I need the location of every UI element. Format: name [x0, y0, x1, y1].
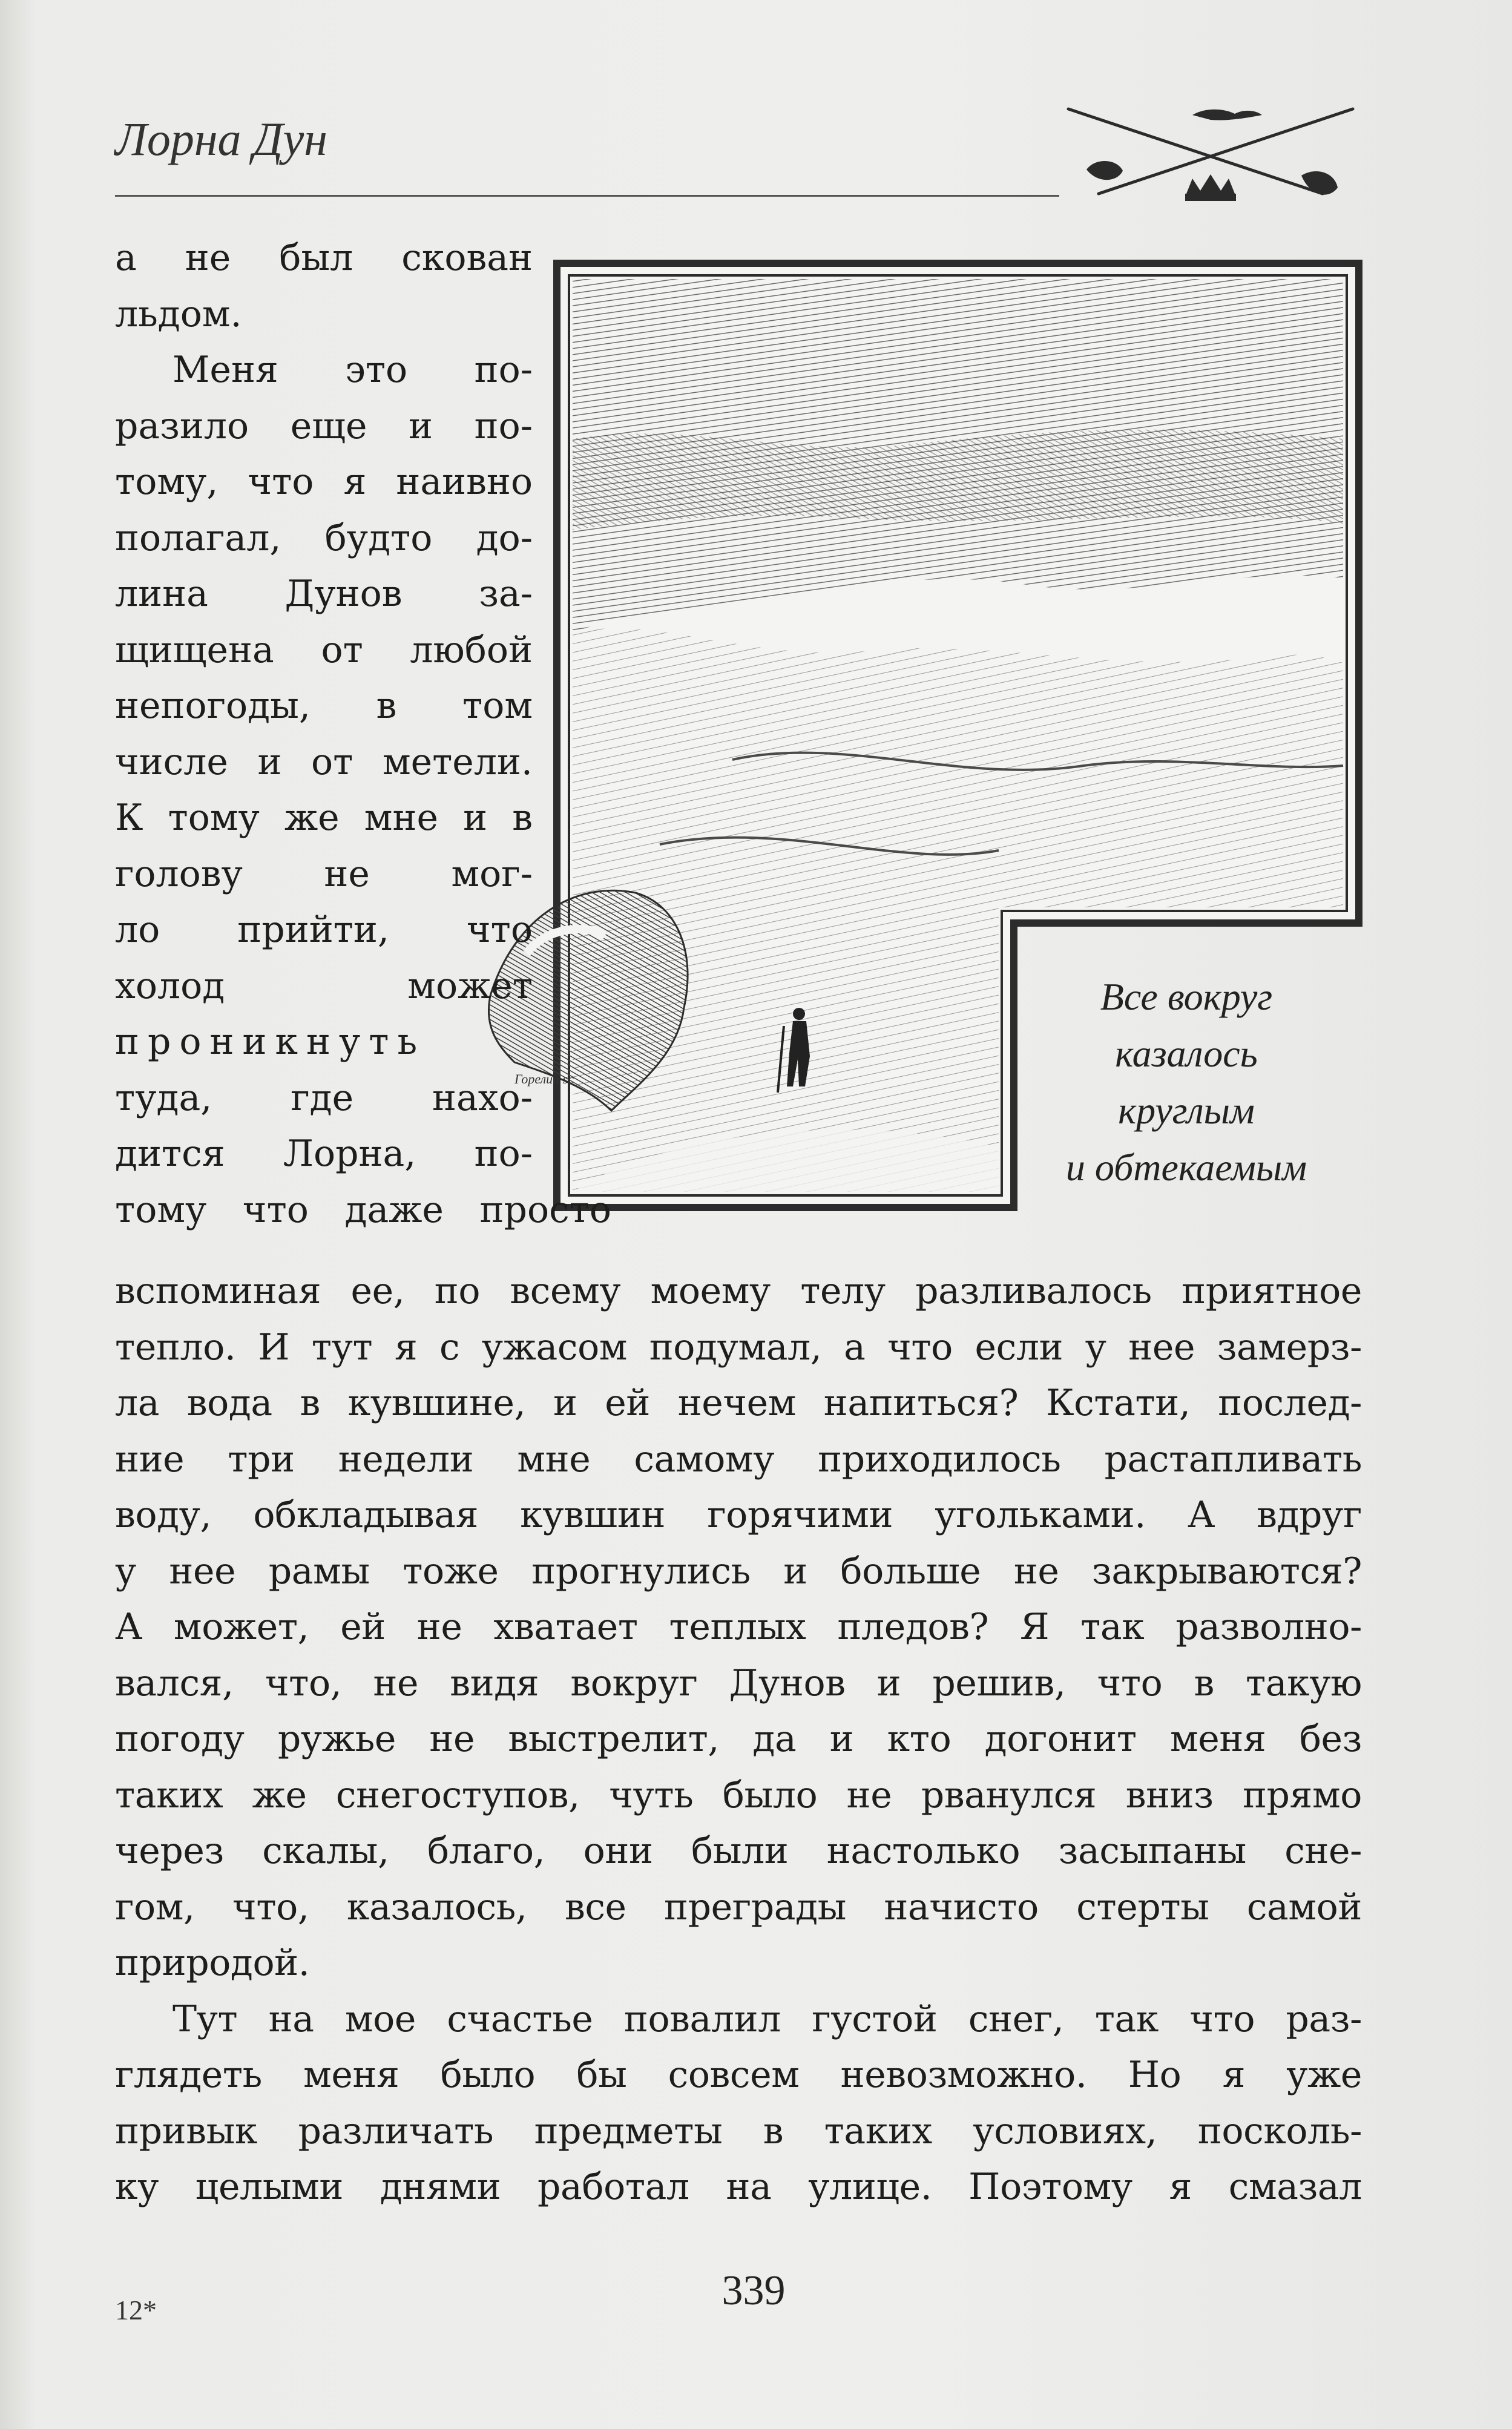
header-rule: [115, 195, 1059, 197]
text-line: погоду ружье не выстрелит, да и кто догонит меня без: [115, 1718, 1362, 1760]
signature-mark: 12*: [115, 2295, 157, 2325]
text-line: непогоды, в том: [115, 685, 533, 727]
text-line: ло прийти, что: [115, 909, 533, 951]
text-line: холод может: [115, 964, 533, 1007]
text-line: ние три недели мне самому приходилось растапливать: [115, 1438, 1362, 1481]
body-text-full-width: [115, 1263, 1362, 2215]
text-line: льдом.: [115, 292, 242, 335]
caption-line: казалось: [1115, 1032, 1258, 1075]
text-line: ла вода в кувшине, и ей нечем напиться? Кстати, послед-: [115, 1382, 1362, 1424]
text-line: гом, что, казалось, все преграды начисто стерты самой: [115, 1885, 1362, 1928]
text-line: вспоминая ее, по всему моему телу разливалось приятное: [115, 1270, 1362, 1312]
text-line: полагал, будто до-: [115, 516, 533, 559]
text-line: тому что даже просто: [115, 1188, 611, 1231]
text-line: проникнуть: [115, 1021, 426, 1063]
text-line: природой.: [115, 1942, 310, 1984]
text-line: ку целыми днями работал на улице. Поэтому я смазал: [115, 2166, 1362, 2208]
text-line: Тут на мое счастье повалил густой снег, так что раз-: [173, 1997, 1362, 2040]
text-line: А может, ей не хватает теплых пледов? Я так разволно-: [115, 1606, 1362, 1648]
caption-line: Все вокруг: [1100, 975, 1273, 1018]
text-line: воду, обкладывая кувшин горячими угольками. А вдруг: [115, 1494, 1362, 1536]
text-line: числе и от метели.: [115, 740, 533, 783]
text-line: голову не мог-: [115, 852, 533, 895]
text-line: вался, что, не видя вокруг Дунов и решив, что в такую: [115, 1662, 1362, 1704]
text-line: К тому же мне и в: [115, 797, 533, 839]
page-number: 339: [721, 2267, 786, 2314]
text-line: у нее рамы тоже прогнулись и больше не закрываются?: [115, 1550, 1362, 1592]
running-head: Лорна Дун: [115, 113, 327, 165]
caption-line: круглым: [1118, 1089, 1255, 1132]
text-line: тепло. И тут я с ужасом подумал, а что если у нее замерз-: [115, 1326, 1362, 1369]
text-line: разило еще и по-: [115, 404, 533, 447]
text-line: через скалы, благо, они были настолько засыпаны сне-: [115, 1830, 1362, 1872]
text-line: таких же снегоступов, чуть было не рванулся вниз прямо: [115, 1773, 1362, 1816]
illustration-caption: [1014, 968, 1359, 1196]
text-line: лина Дунов за-: [115, 573, 533, 615]
text-line: туда, где нахо-: [115, 1076, 533, 1119]
caption-line: и обтекаемым: [1065, 1146, 1307, 1189]
text-line: глядеть меня было бы совсем невозможно. Но я уже: [115, 2054, 1362, 2096]
text-line: Меня это по-: [173, 349, 533, 391]
text-line: тому, что я наивно: [115, 461, 533, 503]
text-line: а не был скован: [115, 237, 533, 279]
text-line: привык различать предметы в таких условиях, посколь-: [115, 2109, 1362, 2152]
engraver-signature: Горелий sc: [514, 1071, 574, 1086]
text-line: щищена от любой: [115, 628, 533, 671]
crossed-swords-crown-ornament-icon: [1062, 103, 1359, 224]
text-line: дится Лорна, по-: [115, 1132, 533, 1175]
